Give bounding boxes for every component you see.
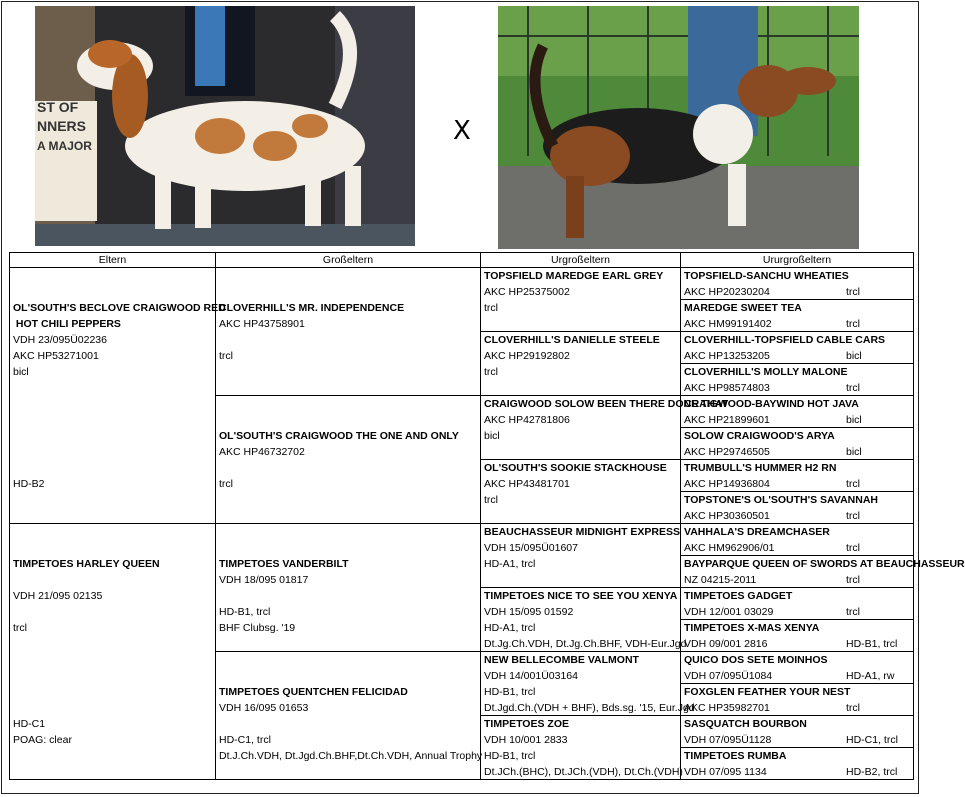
- ggp-info: trcl: [846, 478, 860, 490]
- grandparent-line: BHF Clubsg. '19: [219, 622, 296, 634]
- ggp-12: [681, 620, 913, 652]
- ggp-reg: VDH 09/001 2816: [684, 638, 768, 650]
- sire-name-line-1: OL'SOUTH'S BECLOVE CRAIGWOOD RED: [13, 302, 226, 314]
- ggp-info: trcl: [846, 318, 860, 330]
- ggp-name: TRUMBULL'S HUMMER H2 RN: [684, 462, 837, 474]
- great-grandparent-line: VDH 10/001 2833: [484, 734, 568, 746]
- ggp-info: trcl: [846, 542, 860, 554]
- dam-photo: [498, 6, 859, 249]
- ggp-14: [681, 684, 913, 716]
- great-grandparent-line: AKC HP29192802: [484, 350, 570, 362]
- ggp-info: bicl: [846, 414, 862, 426]
- ggp-7: [681, 460, 913, 492]
- ggp-name: BAYPARQUE QUEEN OF SWORDS AT BEAUCHASSEUR: [684, 558, 965, 570]
- ggp-13: [681, 652, 913, 684]
- great-grandparent-line: Dt.Jg.Ch.VDH, Dt.Jg.Ch.BHF, VDH-Eur.Jgd: [484, 638, 687, 650]
- ggp-info: HD-B1, trcl: [846, 638, 898, 650]
- dam-health-poag: POAG: clear: [13, 734, 72, 746]
- grandparent-line: VDH 18/095 01817: [219, 574, 309, 586]
- ggp-name: MAREDGE SWEET TEA: [684, 302, 802, 314]
- ggp-reg: AKC HP30360501: [684, 510, 770, 522]
- grandparent-name: CLOVERHILL'S MR. INDEPENDENCE: [219, 302, 405, 314]
- ggp-16: [681, 748, 913, 780]
- ggp-info: trcl: [846, 574, 860, 586]
- great-grandparent-line: trcl: [484, 494, 498, 506]
- sire-color: bicl: [13, 366, 29, 378]
- ggp-reg: AKC HM99191402: [684, 318, 772, 330]
- great-grandparent-line: AKC HP42781806: [484, 414, 570, 426]
- ggp-reg: NZ 04215-2011: [684, 574, 757, 586]
- grandparent-name: TIMPETOES VANDERBILT: [219, 558, 349, 570]
- ggp-name: CRAIGWOOD-BAYWIND HOT JAVA: [684, 398, 859, 410]
- ggp-5: [681, 396, 913, 428]
- ggp-name: TOPSFIELD-SANCHU WHEATIES: [684, 270, 849, 282]
- ggp-name: TOPSTONE'S OL'SOUTH'S SAVANNAH: [684, 494, 878, 506]
- great-grandparent-line: Dt.Jgd.Ch.(VDH + BHF), Bds.sg. '15, Eur.Jgd: [484, 702, 695, 714]
- great-grandparent-name: CRAIGWOOD SOLOW BEEN THERE DONE THAT: [484, 398, 729, 410]
- dam-reg-vdh: VDH 21/095 02135: [13, 590, 103, 602]
- ggp-reg: AKC HP20230204: [684, 286, 770, 298]
- great-grandparent-1: [481, 268, 681, 332]
- great-grandparent-line: VDH 15/095 01592: [484, 606, 574, 618]
- ggp-reg: VDH 07/095Ü1084: [684, 670, 773, 682]
- banner-text-3: A MAJOR: [37, 139, 92, 153]
- ggp-name: SOLOW CRAIGWOOD'S ARYA: [684, 430, 835, 442]
- sire-name-line-2: HOT CHILI PEPPERS: [13, 318, 121, 330]
- great-grandparent-6: [481, 588, 687, 652]
- ggp-name: TIMPETOES RUMBA: [684, 750, 787, 762]
- great-grandparent-line: HD-A1, trcl: [484, 622, 536, 634]
- ggp-info: trcl: [846, 286, 860, 298]
- great-grandparent-name: BEAUCHASSEUR MIDNIGHT EXPRESS: [484, 526, 681, 538]
- ggp-name: CLOVERHILL'S MOLLY MALONE: [684, 366, 848, 378]
- ggp-reg: AKC HP98574803: [684, 382, 770, 394]
- grandparent-line: VDH 16/095 01653: [219, 702, 309, 714]
- ggp-9: [681, 524, 913, 556]
- ggp-info: trcl: [846, 702, 860, 714]
- banner-text-2: NNERS: [37, 118, 87, 134]
- banner-text-1: ST OF: [37, 99, 79, 115]
- great-grandparent-line: VDH 14/001Ü03164: [484, 670, 578, 682]
- ggp-2: [681, 300, 913, 332]
- parent-dam: [10, 524, 216, 780]
- grandparent-name: OL'SOUTH'S CRAIGWOOD THE ONE AND ONLY: [219, 430, 459, 442]
- grandparent-line: [219, 588, 480, 604]
- grandparent-line: HD-B1, trcl: [219, 606, 271, 618]
- ggp-info: HD-C1, trcl: [846, 734, 898, 746]
- ggp-name: SASQUATCH BOURBON: [684, 718, 807, 730]
- ggp-info: trcl: [846, 606, 860, 618]
- ggp-8: [681, 492, 913, 524]
- ggp-4: [681, 364, 913, 396]
- great-grandparent-2: [481, 332, 681, 396]
- sire-photo-image: [35, 6, 415, 246]
- great-grandparent-5: [481, 524, 681, 588]
- great-grandparent-name: TIMPETOES NICE TO SEE YOU XENYA: [484, 590, 678, 602]
- header-great-grandparents: Urgroßeltern: [481, 253, 681, 268]
- ggp-name: FOXGLEN FEATHER YOUR NEST: [684, 686, 851, 698]
- header-grandparents: Großeltern: [216, 253, 481, 268]
- ggp-name: VAHHALA'S DREAMCHASER: [684, 526, 830, 538]
- grandparent-4: [216, 652, 481, 780]
- grandparent-line: Dt.J.Ch.VDH, Dt.Jgd.Ch.BHF,Dt.Ch.VDH, Annual Trophy: [219, 750, 483, 762]
- sire-reg-vdh: VDH 23/095Ü02236: [13, 334, 107, 346]
- grandparent-line: [219, 332, 480, 348]
- ggp-info: trcl: [846, 382, 860, 394]
- grandparent-line: [219, 460, 480, 476]
- great-grandparent-7: [481, 652, 695, 716]
- ggp-15: [681, 716, 913, 748]
- ggp-info: trcl: [846, 510, 860, 522]
- great-grandparent-name: TIMPETOES ZOE: [484, 718, 569, 730]
- great-grandparent-line: bicl: [484, 430, 500, 442]
- great-grandparent-name: OL'SOUTH'S SOOKIE STACKHOUSE: [484, 462, 667, 474]
- great-grandparent-line: trcl: [484, 366, 498, 378]
- ggp-reg: VDH 07/095 1134: [684, 766, 767, 778]
- great-grandparent-line: HD-A1, trcl: [484, 558, 536, 570]
- ggp-6: [681, 428, 913, 460]
- ggp-name: TIMPETOES GADGET: [684, 590, 793, 602]
- great-grandparent-line: trcl: [484, 302, 498, 314]
- great-grandparent-line: AKC HP43481701: [484, 478, 570, 490]
- ggp-name: QUICO DOS SETE MOINHOS: [684, 654, 828, 666]
- ggp-name: CLOVERHILL-TOPSFIELD CABLE CARS: [684, 334, 886, 346]
- great-grandparent-line: HD-B1, trcl: [484, 686, 536, 698]
- grandparent-1: [216, 268, 481, 396]
- dam-health-hd: HD-C1: [13, 718, 46, 730]
- header-parents: Eltern: [10, 253, 216, 268]
- grandparent-line: trcl: [219, 478, 233, 490]
- great-grandparent-line: HD-B1, trcl: [484, 750, 536, 762]
- ggp-reg: VDH 07/095Ü1128: [684, 734, 772, 746]
- ggp-10: [681, 556, 965, 588]
- dam-photo-image: [498, 6, 859, 249]
- ggp-reg: AKC HP35982701: [684, 702, 770, 714]
- grandparent-line: AKC HP43758901: [219, 318, 305, 330]
- ggp-reg: AKC HP21899601: [684, 414, 770, 426]
- great-grandparent-name: TOPSFIELD MAREDGE EARL GREY: [484, 270, 664, 282]
- great-grandparent-4: [481, 460, 681, 524]
- ggp-reg: AKC HP13253205: [684, 350, 770, 362]
- grandparent-name: TIMPETOES QUENTCHEN FELICIDAD: [219, 686, 408, 698]
- great-grandparent-line: VDH 15/095Ü01607: [484, 542, 578, 554]
- ggp-3: [681, 332, 913, 364]
- ggp-info: HD-B2, trcl: [846, 766, 898, 778]
- dam-color: trcl: [13, 622, 27, 634]
- ggp-1: [681, 268, 913, 300]
- grandparent-2: [216, 396, 481, 524]
- grandparent-line: trcl: [219, 350, 233, 362]
- grandparent-line: AKC HP46732702: [219, 446, 305, 458]
- ggp-reg: VDH 12/001 03029: [684, 606, 774, 618]
- great-grandparent-8: [481, 716, 681, 780]
- grandparent-line: [219, 716, 480, 732]
- cross-symbol: X: [453, 116, 471, 146]
- great-grandparent-line: Dt.JCh.(BHC), Dt.JCh.(VDH), Dt.Ch.(VDH): [484, 766, 683, 778]
- ggp-11: [681, 588, 913, 620]
- ggp-reg: AKC HM962906/01: [684, 542, 775, 554]
- sire-photo: [35, 6, 415, 246]
- dam-name: TIMPETOES HARLEY QUEEN: [13, 558, 160, 570]
- grandparent-line: HD-C1, trcl: [219, 734, 271, 746]
- ggp-reg: AKC HP29746505: [684, 446, 770, 458]
- grandparent-3: [216, 524, 481, 652]
- ggp-info: HD-A1, rw: [846, 670, 895, 682]
- sire-reg-akc: AKC HP53271001: [13, 350, 99, 362]
- great-grandparent-line: AKC HP25375002: [484, 286, 570, 298]
- header-great-great-grandparents: Ururgroßeltern: [681, 253, 913, 268]
- great-grandparent-name: CLOVERHILL'S DANIELLE STEELE: [484, 334, 660, 346]
- pedigree-table: [9, 252, 965, 780]
- ggp-reg: AKC HP14936804: [684, 478, 770, 490]
- ggp-info: bicl: [846, 350, 862, 362]
- great-grandparent-name: NEW BELLECOMBE VALMONT: [484, 654, 639, 666]
- ggp-info: bicl: [846, 446, 862, 458]
- sire-health: HD-B2: [13, 478, 45, 490]
- ggp-name: TIMPETOES X-MAS XENYA: [684, 622, 820, 634]
